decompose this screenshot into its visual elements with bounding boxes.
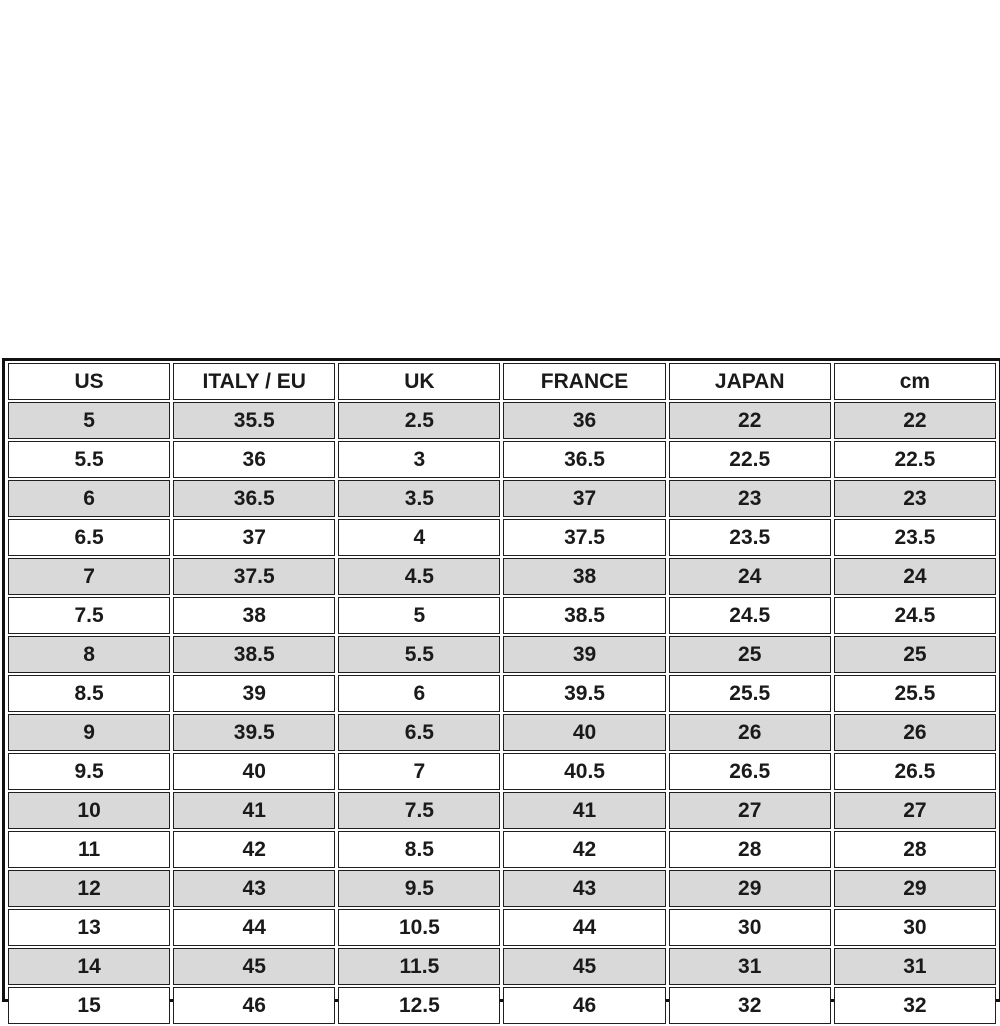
cell-uk: 11.5 bbox=[338, 948, 500, 985]
cell-uk: 2.5 bbox=[338, 402, 500, 439]
cell-us: 10 bbox=[8, 792, 170, 829]
cell-us: 12 bbox=[8, 870, 170, 907]
header-italy-eu: ITALY / EU bbox=[173, 363, 335, 400]
cell-cm: 24.5 bbox=[834, 597, 996, 634]
cell-cm: 22.5 bbox=[834, 441, 996, 478]
cell-france: 40 bbox=[503, 714, 665, 751]
cell-italy-eu: 38 bbox=[173, 597, 335, 634]
cell-us: 13 bbox=[8, 909, 170, 946]
cell-france: 36 bbox=[503, 402, 665, 439]
table-row bbox=[8, 909, 996, 946]
cell-france: 39.5 bbox=[503, 675, 665, 712]
cell-uk: 9.5 bbox=[338, 870, 500, 907]
table-row bbox=[8, 558, 996, 595]
cell-italy-eu: 44 bbox=[173, 909, 335, 946]
cell-cm: 22 bbox=[834, 402, 996, 439]
table-row bbox=[8, 519, 996, 556]
cell-japan: 26 bbox=[669, 714, 831, 751]
cell-us: 5.5 bbox=[8, 441, 170, 478]
cell-italy-eu: 42 bbox=[173, 831, 335, 868]
header-france: FRANCE bbox=[503, 363, 665, 400]
cell-uk: 5 bbox=[338, 597, 500, 634]
cell-italy-eu: 37 bbox=[173, 519, 335, 556]
cell-cm: 29 bbox=[834, 870, 996, 907]
cell-france: 38.5 bbox=[503, 597, 665, 634]
table-row bbox=[8, 792, 996, 829]
cell-uk: 7.5 bbox=[338, 792, 500, 829]
cell-japan: 26.5 bbox=[669, 753, 831, 790]
cell-us: 11 bbox=[8, 831, 170, 868]
cell-japan: 22 bbox=[669, 402, 831, 439]
cell-italy-eu: 40 bbox=[173, 753, 335, 790]
cell-uk: 3.5 bbox=[338, 480, 500, 517]
cell-japan: 24 bbox=[669, 558, 831, 595]
cell-france: 42 bbox=[503, 831, 665, 868]
cell-japan: 23.5 bbox=[669, 519, 831, 556]
cell-italy-eu: 39.5 bbox=[173, 714, 335, 751]
cell-italy-eu: 38.5 bbox=[173, 636, 335, 673]
cell-cm: 27 bbox=[834, 792, 996, 829]
table-row bbox=[8, 753, 996, 790]
header-cm: cm bbox=[834, 363, 996, 400]
cell-uk: 6 bbox=[338, 675, 500, 712]
cell-cm: 30 bbox=[834, 909, 996, 946]
cell-japan: 30 bbox=[669, 909, 831, 946]
cell-italy-eu: 41 bbox=[173, 792, 335, 829]
cell-uk: 7 bbox=[338, 753, 500, 790]
table-row bbox=[8, 402, 996, 439]
cell-italy-eu: 45 bbox=[173, 948, 335, 985]
cell-uk: 5.5 bbox=[338, 636, 500, 673]
cell-us: 7.5 bbox=[8, 597, 170, 634]
cell-france: 43 bbox=[503, 870, 665, 907]
cell-japan: 28 bbox=[669, 831, 831, 868]
cell-us: 9 bbox=[8, 714, 170, 751]
header-us: US bbox=[8, 363, 170, 400]
cell-cm: 26.5 bbox=[834, 753, 996, 790]
table-row bbox=[8, 714, 996, 751]
cell-us: 5 bbox=[8, 402, 170, 439]
cell-us: 7 bbox=[8, 558, 170, 595]
cell-france: 46 bbox=[503, 987, 665, 1024]
cell-cm: 23 bbox=[834, 480, 996, 517]
cell-cm: 25 bbox=[834, 636, 996, 673]
cell-italy-eu: 43 bbox=[173, 870, 335, 907]
table-body bbox=[8, 402, 996, 1024]
cell-japan: 31 bbox=[669, 948, 831, 985]
cell-us: 8 bbox=[8, 636, 170, 673]
cell-france: 37 bbox=[503, 480, 665, 517]
cell-uk: 4.5 bbox=[338, 558, 500, 595]
cell-italy-eu: 36 bbox=[173, 441, 335, 478]
cell-italy-eu: 36.5 bbox=[173, 480, 335, 517]
cell-cm: 26 bbox=[834, 714, 996, 751]
cell-cm: 28 bbox=[834, 831, 996, 868]
size-chart bbox=[2, 358, 1000, 1017]
cell-france: 45 bbox=[503, 948, 665, 985]
cell-us: 8.5 bbox=[8, 675, 170, 712]
cell-us: 14 bbox=[8, 948, 170, 985]
size-conversion-table bbox=[5, 361, 999, 1026]
header-uk: UK bbox=[338, 363, 500, 400]
cell-france: 37.5 bbox=[503, 519, 665, 556]
header-row bbox=[8, 363, 996, 400]
table-row bbox=[8, 636, 996, 673]
cell-france: 36.5 bbox=[503, 441, 665, 478]
cell-uk: 6.5 bbox=[338, 714, 500, 751]
cell-us: 15 bbox=[8, 987, 170, 1024]
table-row bbox=[8, 441, 996, 478]
cell-uk: 12.5 bbox=[338, 987, 500, 1024]
cell-cm: 23.5 bbox=[834, 519, 996, 556]
cell-france: 39 bbox=[503, 636, 665, 673]
cell-france: 41 bbox=[503, 792, 665, 829]
cell-italy-eu: 39 bbox=[173, 675, 335, 712]
header-japan: JAPAN bbox=[669, 363, 831, 400]
table-row bbox=[8, 480, 996, 517]
cell-us: 9.5 bbox=[8, 753, 170, 790]
cell-cm: 25.5 bbox=[834, 675, 996, 712]
cell-cm: 24 bbox=[834, 558, 996, 595]
cell-japan: 23 bbox=[669, 480, 831, 517]
cell-italy-eu: 35.5 bbox=[173, 402, 335, 439]
table-row bbox=[8, 831, 996, 868]
cell-japan: 29 bbox=[669, 870, 831, 907]
cell-japan: 25 bbox=[669, 636, 831, 673]
cell-japan: 27 bbox=[669, 792, 831, 829]
cell-france: 40.5 bbox=[503, 753, 665, 790]
cell-us: 6.5 bbox=[8, 519, 170, 556]
cell-italy-eu: 37.5 bbox=[173, 558, 335, 595]
cell-cm: 32 bbox=[834, 987, 996, 1024]
table-row bbox=[8, 597, 996, 634]
cell-us: 6 bbox=[8, 480, 170, 517]
cell-japan: 32 bbox=[669, 987, 831, 1024]
table-row bbox=[8, 675, 996, 712]
table-row bbox=[8, 948, 996, 985]
cell-uk: 8.5 bbox=[338, 831, 500, 868]
table-row bbox=[8, 987, 996, 1024]
cell-uk: 3 bbox=[338, 441, 500, 478]
cell-japan: 24.5 bbox=[669, 597, 831, 634]
cell-japan: 22.5 bbox=[669, 441, 831, 478]
cell-uk: 10.5 bbox=[338, 909, 500, 946]
table-row bbox=[8, 870, 996, 907]
cell-france: 38 bbox=[503, 558, 665, 595]
cell-japan: 25.5 bbox=[669, 675, 831, 712]
cell-uk: 4 bbox=[338, 519, 500, 556]
cell-italy-eu: 46 bbox=[173, 987, 335, 1024]
cell-cm: 31 bbox=[834, 948, 996, 985]
cell-france: 44 bbox=[503, 909, 665, 946]
